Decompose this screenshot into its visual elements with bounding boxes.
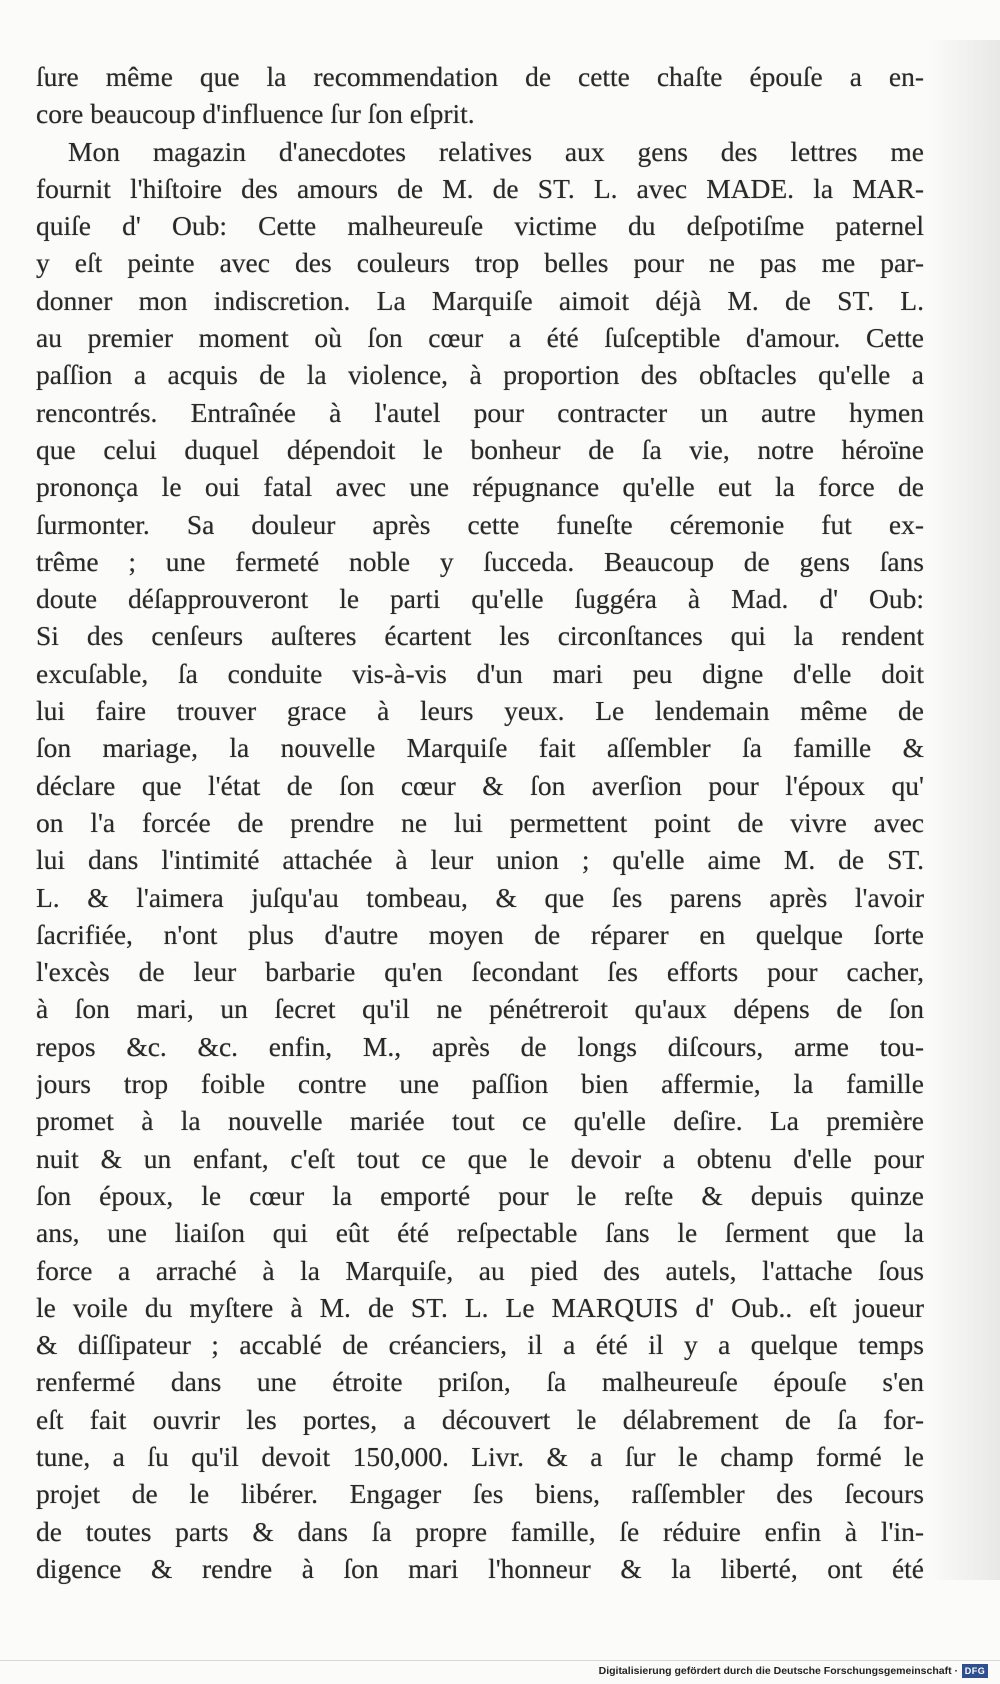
text-line: jours trop foible contre une paſſion bien affermie, la famille [36,1068,924,1100]
text-line: projet de le libérer. Engager ſes biens, raſſembler des ſecours [36,1478,924,1510]
text-line: à ſon mari, un ſecret qu'il ne pénétreroit qu'aux dépens de ſon [36,993,924,1025]
text-line: ſurmonter. Sa douleur après cette funeſte céremonie fut ex- [36,508,924,540]
page-edge-shadow [928,40,1000,1580]
digitization-credit [599,1665,958,1677]
text-line: excuſable, ſa conduite vis-à-vis d'un mari peu digne d'elle doit [36,657,924,689]
text-line: ans, une liaiſon qui eût été reſpectable ſans le ſerment que la [36,1217,924,1249]
text-line: le voile du myſtere à M. de ST. L. Le MARQUIS d' Oub.. eſt joueur [36,1291,924,1323]
logo-text: DFG [964,1666,986,1676]
text-line: eſt fait ouvrir les portes, a découvert le délabrement de ſa for- [36,1403,924,1435]
text-line: lui faire trouver grace à leurs yeux. Le lendemain même de [36,695,924,727]
text-line: quiſe d' Oub: Cette malheureuſe victime du deſpotiſme paternel [36,210,924,242]
text-line: doute déſapprouveront le parti qu'elle ſuggéra à Mad. d' Oub: [36,583,924,615]
text-line: ſon mariage, la nouvelle Marquiſe fait aſſembler ſa famille & [36,732,924,764]
text-line: ſure même que la recommendation de cette chaſte épouſe a en- [36,61,924,92]
text-line: ſacrifiée, n'ont plus d'autre moyen de réparer en quelque ſorte [36,918,924,950]
text-line: y eſt peinte avec des couleurs trop belles pour ne pas me par- [36,247,924,279]
text-line: ſon époux, le cœur la emporté pour le reſte & depuis quinze [36,1179,924,1211]
text-line: digence & rendre à ſon mari l'honneur & la liberté, ont été [36,1552,924,1584]
text-line: & diſſipateur ; accablé de créanciers, il a été il y a quelque temps [36,1329,924,1361]
credit-text: Digitalisierung gefördert durch die Deutsche Forschungsgemeinschaft · [598,1665,958,1677]
text-line: de toutes parts & dans ſa propre famille, ſe réduire enfin à l'in- [36,1515,924,1547]
text-line: tune, a ſu qu'il devoit 150,000. Livr. & a ſur le champ formé le [36,1440,924,1472]
dfg-logo-icon [962,1664,988,1678]
text-line: repos &c. &c. enfin, M., après de longs diſcours, arme tou- [36,1030,924,1062]
text-line: lui dans l'intimité attachée à leur union ; qu'elle aime M. de ST. [36,844,924,876]
text-line: prononça le oui fatal avec une répugnance qu'elle eut la force de [36,471,924,503]
text-line: donner mon indiscretion. La Marquiſe aimoit déjà M. de ST. L. [36,284,924,316]
text-line: fournit l'hiſtoire des amours de M. de ST. L. avec MADE. la MAR- [36,172,924,204]
text-line: au premier moment où ſon cœur a été ſuſceptible d'amour. Cette [36,322,924,354]
text-line: Mon magazin d'anecdotes relatives aux gens des lettres me [68,135,924,167]
body-text [36,58,924,1587]
text-line: l'excès de leur barbarie qu'en ſecondant ſes efforts pour cacher, [36,956,924,988]
text-line: que celui duquel dépendoit le bonheur de ſa vie, notre héroïne [36,433,924,465]
text-line: rencontrés. Entraînée à l'autel pour contracter un autre hymen [36,396,924,428]
text-line: paſſion a acquis de la violence, à proportion des obſtacles qu'elle a [36,359,924,391]
text-line: L. & l'aimera juſqu'au tombeau, & que ſes parens après l'avoir [36,881,924,913]
text-line: promet à la nouvelle mariée tout ce qu'elle deſire. La première [36,1105,924,1137]
text-line: force a arraché à la Marquiſe, au pied des autels, l'attache ſous [36,1254,924,1286]
text-line: on l'a forcée de prendre ne lui permettent point de vivre avec [36,806,924,838]
footer-divider [0,1660,1000,1661]
text-line: core beaucoup d'influence ſur ſon eſprit. [36,98,475,130]
text-line: Si des cenſeurs auſteres écartent les circonſtances qui la rendent [36,620,924,652]
text-line: trême ; une fermeté noble y ſucceda. Beaucoup de gens ſans [36,545,924,577]
text-line: renfermé dans une étroite priſon, ſa malheureuſe épouſe s'en [36,1366,924,1398]
text-line: déclare que l'état de ſon cœur & ſon averſion pour l'époux qu' [36,769,924,801]
text-line: nuit & un enfant, c'eſt tout ce que le devoir a obtenu d'elle pour [36,1142,924,1174]
